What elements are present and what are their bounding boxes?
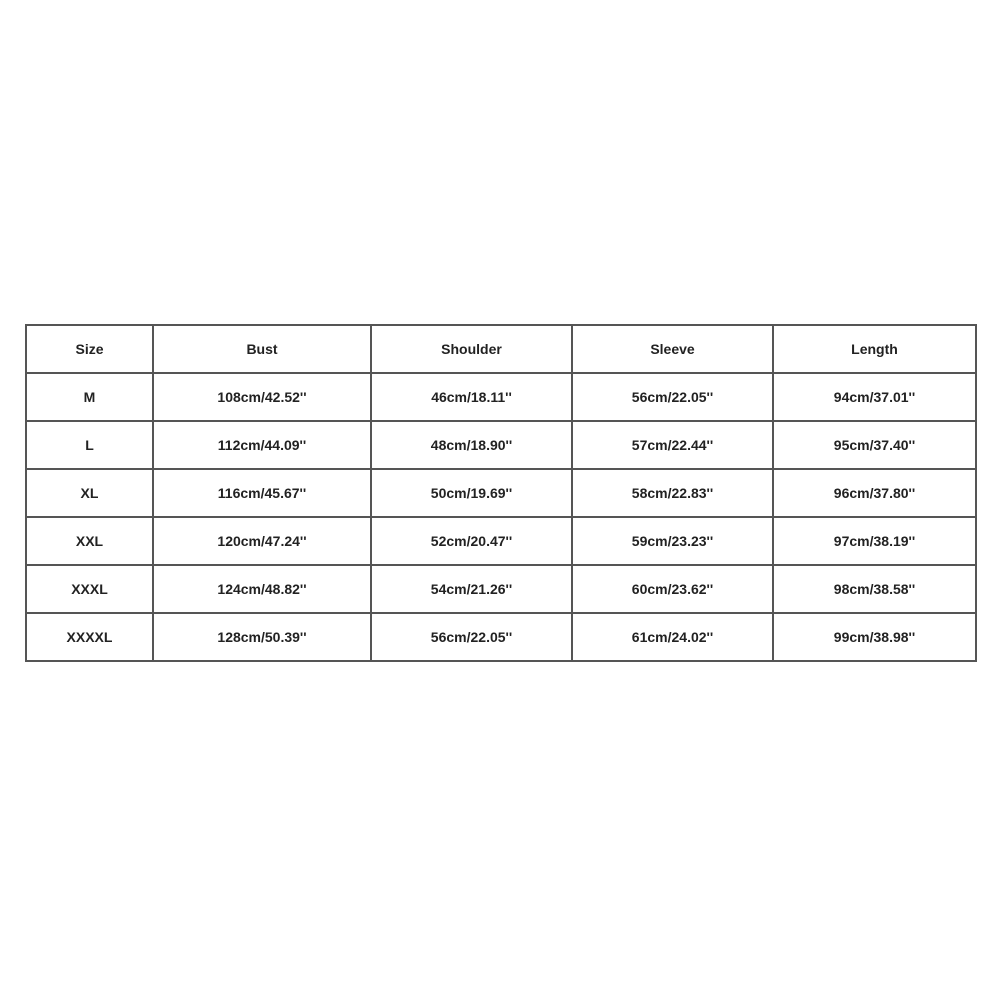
cell-length: 96cm/37.80'' xyxy=(773,469,976,517)
cell-size: XL xyxy=(26,469,153,517)
cell-bust: 124cm/48.82'' xyxy=(153,565,371,613)
header-sleeve: Sleeve xyxy=(572,325,773,373)
table-row xyxy=(26,613,976,661)
cell-shoulder: 50cm/19.69'' xyxy=(371,469,572,517)
cell-length: 98cm/38.58'' xyxy=(773,565,976,613)
cell-bust: 120cm/47.24'' xyxy=(153,517,371,565)
cell-bust: 112cm/44.09'' xyxy=(153,421,371,469)
table-row xyxy=(26,517,976,565)
cell-size: L xyxy=(26,421,153,469)
cell-bust: 108cm/42.52'' xyxy=(153,373,371,421)
cell-length: 99cm/38.98'' xyxy=(773,613,976,661)
size-chart-table xyxy=(25,324,977,662)
cell-length: 94cm/37.01'' xyxy=(773,373,976,421)
cell-shoulder: 48cm/18.90'' xyxy=(371,421,572,469)
header-length: Length xyxy=(773,325,976,373)
cell-bust: 128cm/50.39'' xyxy=(153,613,371,661)
cell-bust: 116cm/45.67'' xyxy=(153,469,371,517)
cell-sleeve: 57cm/22.44'' xyxy=(572,421,773,469)
cell-shoulder: 54cm/21.26'' xyxy=(371,565,572,613)
cell-sleeve: 60cm/23.62'' xyxy=(572,565,773,613)
cell-sleeve: 59cm/23.23'' xyxy=(572,517,773,565)
header-bust: Bust xyxy=(153,325,371,373)
table-header-row xyxy=(26,325,976,373)
cell-size: XXL xyxy=(26,517,153,565)
table-row xyxy=(26,373,976,421)
cell-size: XXXL xyxy=(26,565,153,613)
table-row xyxy=(26,421,976,469)
cell-length: 95cm/37.40'' xyxy=(773,421,976,469)
cell-shoulder: 56cm/22.05'' xyxy=(371,613,572,661)
cell-shoulder: 52cm/20.47'' xyxy=(371,517,572,565)
cell-shoulder: 46cm/18.11'' xyxy=(371,373,572,421)
table-row xyxy=(26,565,976,613)
cell-sleeve: 58cm/22.83'' xyxy=(572,469,773,517)
cell-length: 97cm/38.19'' xyxy=(773,517,976,565)
header-shoulder: Shoulder xyxy=(371,325,572,373)
cell-sleeve: 56cm/22.05'' xyxy=(572,373,773,421)
cell-sleeve: 61cm/24.02'' xyxy=(572,613,773,661)
cell-size: XXXXL xyxy=(26,613,153,661)
cell-size: M xyxy=(26,373,153,421)
header-size: Size xyxy=(26,325,153,373)
table-row xyxy=(26,469,976,517)
